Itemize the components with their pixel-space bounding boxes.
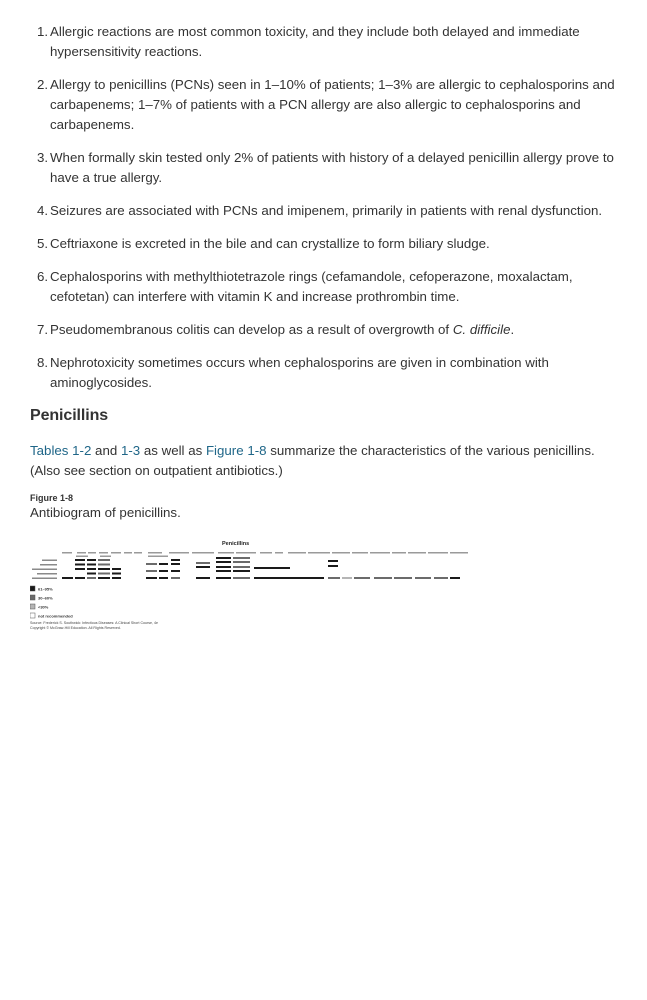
- figure-copyright: Copyright © McGraw-Hill Education. All Rights Reserved.: [30, 626, 121, 630]
- list-item: [30, 201, 620, 221]
- summary-connector: as well as: [140, 443, 206, 458]
- organism-name: C. difficile: [452, 322, 511, 337]
- legend-label: 61–95%: [38, 586, 53, 592]
- column-headers: [62, 552, 468, 557]
- list-item: [30, 353, 620, 393]
- list-item-text: Seizures are associated with PCNs and imipenem, primarily in patients with renal dysfunction.: [50, 203, 603, 218]
- list-number: 1.: [37, 24, 49, 39]
- list-number: 7.: [37, 322, 49, 337]
- legend-label: not recommended: [38, 613, 73, 619]
- figure-caption: Antibiogram of penicillins.: [30, 505, 181, 520]
- toxicity-notes-list: [30, 22, 620, 393]
- legend-swatch: [30, 604, 35, 609]
- antibiogram-figure[interactable]: [30, 531, 470, 641]
- list-item: [30, 75, 620, 135]
- figure-1-8-link[interactable]: Figure 1-8: [205, 443, 267, 458]
- tables-1-2-link[interactable]: Tables 1-2: [30, 443, 92, 458]
- legend-swatch: [30, 595, 35, 600]
- list-item-text: Ceftriaxone is excreted in the bile and can crystallize to form biliary sludge.: [50, 236, 490, 251]
- legend-swatch: [30, 613, 35, 618]
- section-heading: Penicillins: [30, 407, 109, 424]
- row-labels: [32, 560, 57, 580]
- legend-swatch: [30, 586, 35, 591]
- list-number: 5.: [37, 236, 49, 251]
- list-item-text-end: .: [510, 322, 515, 337]
- list-item: [30, 267, 620, 307]
- list-item-text: Allergy to penicillins (PCNs) seen in 1–10% of patients; 1–3% are allergic to cephalosporins and carbapenems; 1–7% of patients with a PCN allergy are also allergic to cephalosporins and carbapenems.: [50, 77, 615, 132]
- list-number: 2.: [37, 77, 49, 92]
- summary-connector-and: and: [91, 443, 121, 458]
- table-1-3-link[interactable]: 1-3: [120, 443, 141, 458]
- list-number: 4.: [37, 203, 49, 218]
- list-number: 3.: [37, 150, 49, 165]
- list-item: [30, 320, 620, 340]
- list-item-text: Cephalosporins with methylthiotetrazole rings (cefamandole, cefoperazone, moxalactam, cefotetan) can interfere with vitamin K and increase prothrombin time.: [50, 269, 573, 304]
- legend-label: 30–60%: [38, 595, 53, 601]
- list-item-text: Allergic reactions are most common toxicity, and they include both delayed and immediate hypersensitivity reactions.: [50, 24, 580, 59]
- figure-label: Figure 1-8: [30, 493, 74, 503]
- figure-legend: [30, 586, 73, 619]
- page-content: [30, 22, 620, 641]
- list-number: 8.: [37, 355, 49, 370]
- figure-title: Penicillins: [222, 541, 250, 547]
- antibiogram-bars: [62, 557, 460, 579]
- list-item-text: When formally skin tested only 2% of patients with history of a delayed penicillin allergy prove to have a true allergy.: [50, 150, 614, 185]
- list-number: 6.: [37, 269, 49, 284]
- summary-text: summarize the characteristics of the various penicillins. (Also see section on outpatient antibiotics.): [30, 443, 595, 478]
- list-item: [30, 234, 620, 254]
- figure-source: Source: Frederick S. Southwick: Infectious Diseases: A Clinical Short Course, 4e: [30, 621, 159, 625]
- list-item-text: Pseudomembranous colitis can develop as a result of overgrowth of: [50, 322, 453, 337]
- list-item: [30, 22, 620, 62]
- antibiogram-image: [30, 531, 470, 641]
- list-item-text: Nephrotoxicity sometimes occurs when cephalosporins are given in combination with aminoglycosides.: [50, 355, 549, 390]
- list-item: [30, 148, 620, 188]
- section-summary: [30, 441, 620, 481]
- legend-label: <30%: [38, 604, 49, 610]
